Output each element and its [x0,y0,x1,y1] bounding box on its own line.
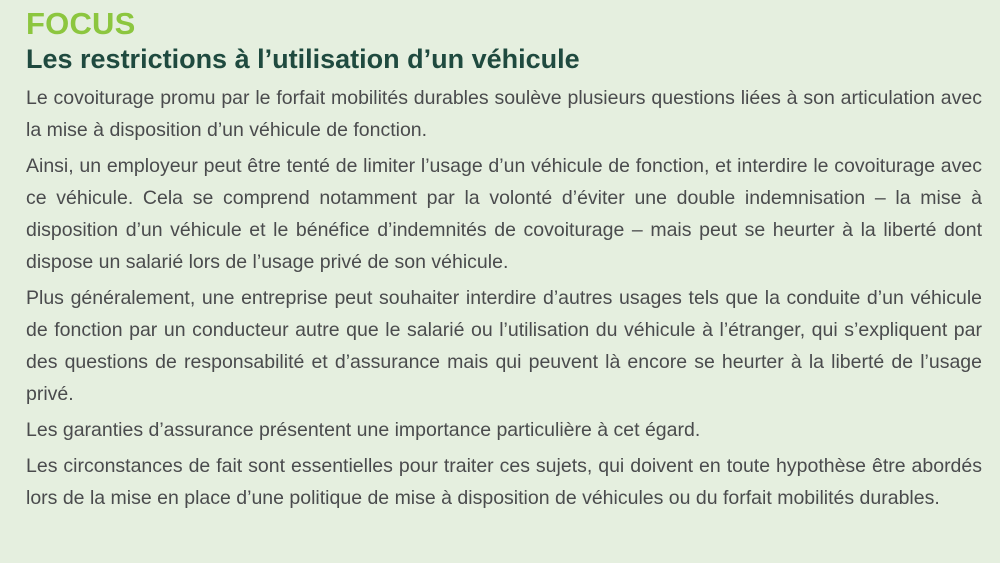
paragraph-1: Le covoiturage promu par le forfait mobilités durables soulève plusieurs questions liées à son articulation avec la mise à disposition d’un véhicule de fonction. [26,87,982,141]
focus-title: Les restrictions à l’utilisation d’un véhicule [26,44,580,74]
focus-kicker: FOCUS [26,6,136,41]
paragraph-2: Ainsi, un employeur peut être tenté de limiter l’usage d’un véhicule de fonction, et interdire le covoiturage avec ce véhicule. Cela se comprend notamment par la volonté d’éviter une double indemnisation – la mise à disposition d’un véhicule et le bénéfice d’indemnités de covoiturage – mais peut se heurter à la liberté dont dispose un salarié lors de l’usage privé de son véhicule. [26,155,982,273]
paragraph-5: Les circonstances de fait sont essentielles pour traiter ces sujets, qui doivent en toute hypothèse être abordés lors de la mise en place d’une politique de mise à disposition de véhicules ou du forfait mobilités durables. [26,455,982,509]
paragraph-3: Plus généralement, une entreprise peut souhaiter interdire d’autres usages tels que la conduite d’un véhicule de fonction par un conducteur autre que le salarié ou l’utilisation du véhicule à l’étranger, qui s’expliquent par des questions de responsabilité et d’assurance mais qui peuvent là encore se heurter à la liberté de l’usage privé. [26,287,982,405]
paragraph-4: Les garanties d’assurance présentent une importance particulière à cet égard. [26,419,701,441]
